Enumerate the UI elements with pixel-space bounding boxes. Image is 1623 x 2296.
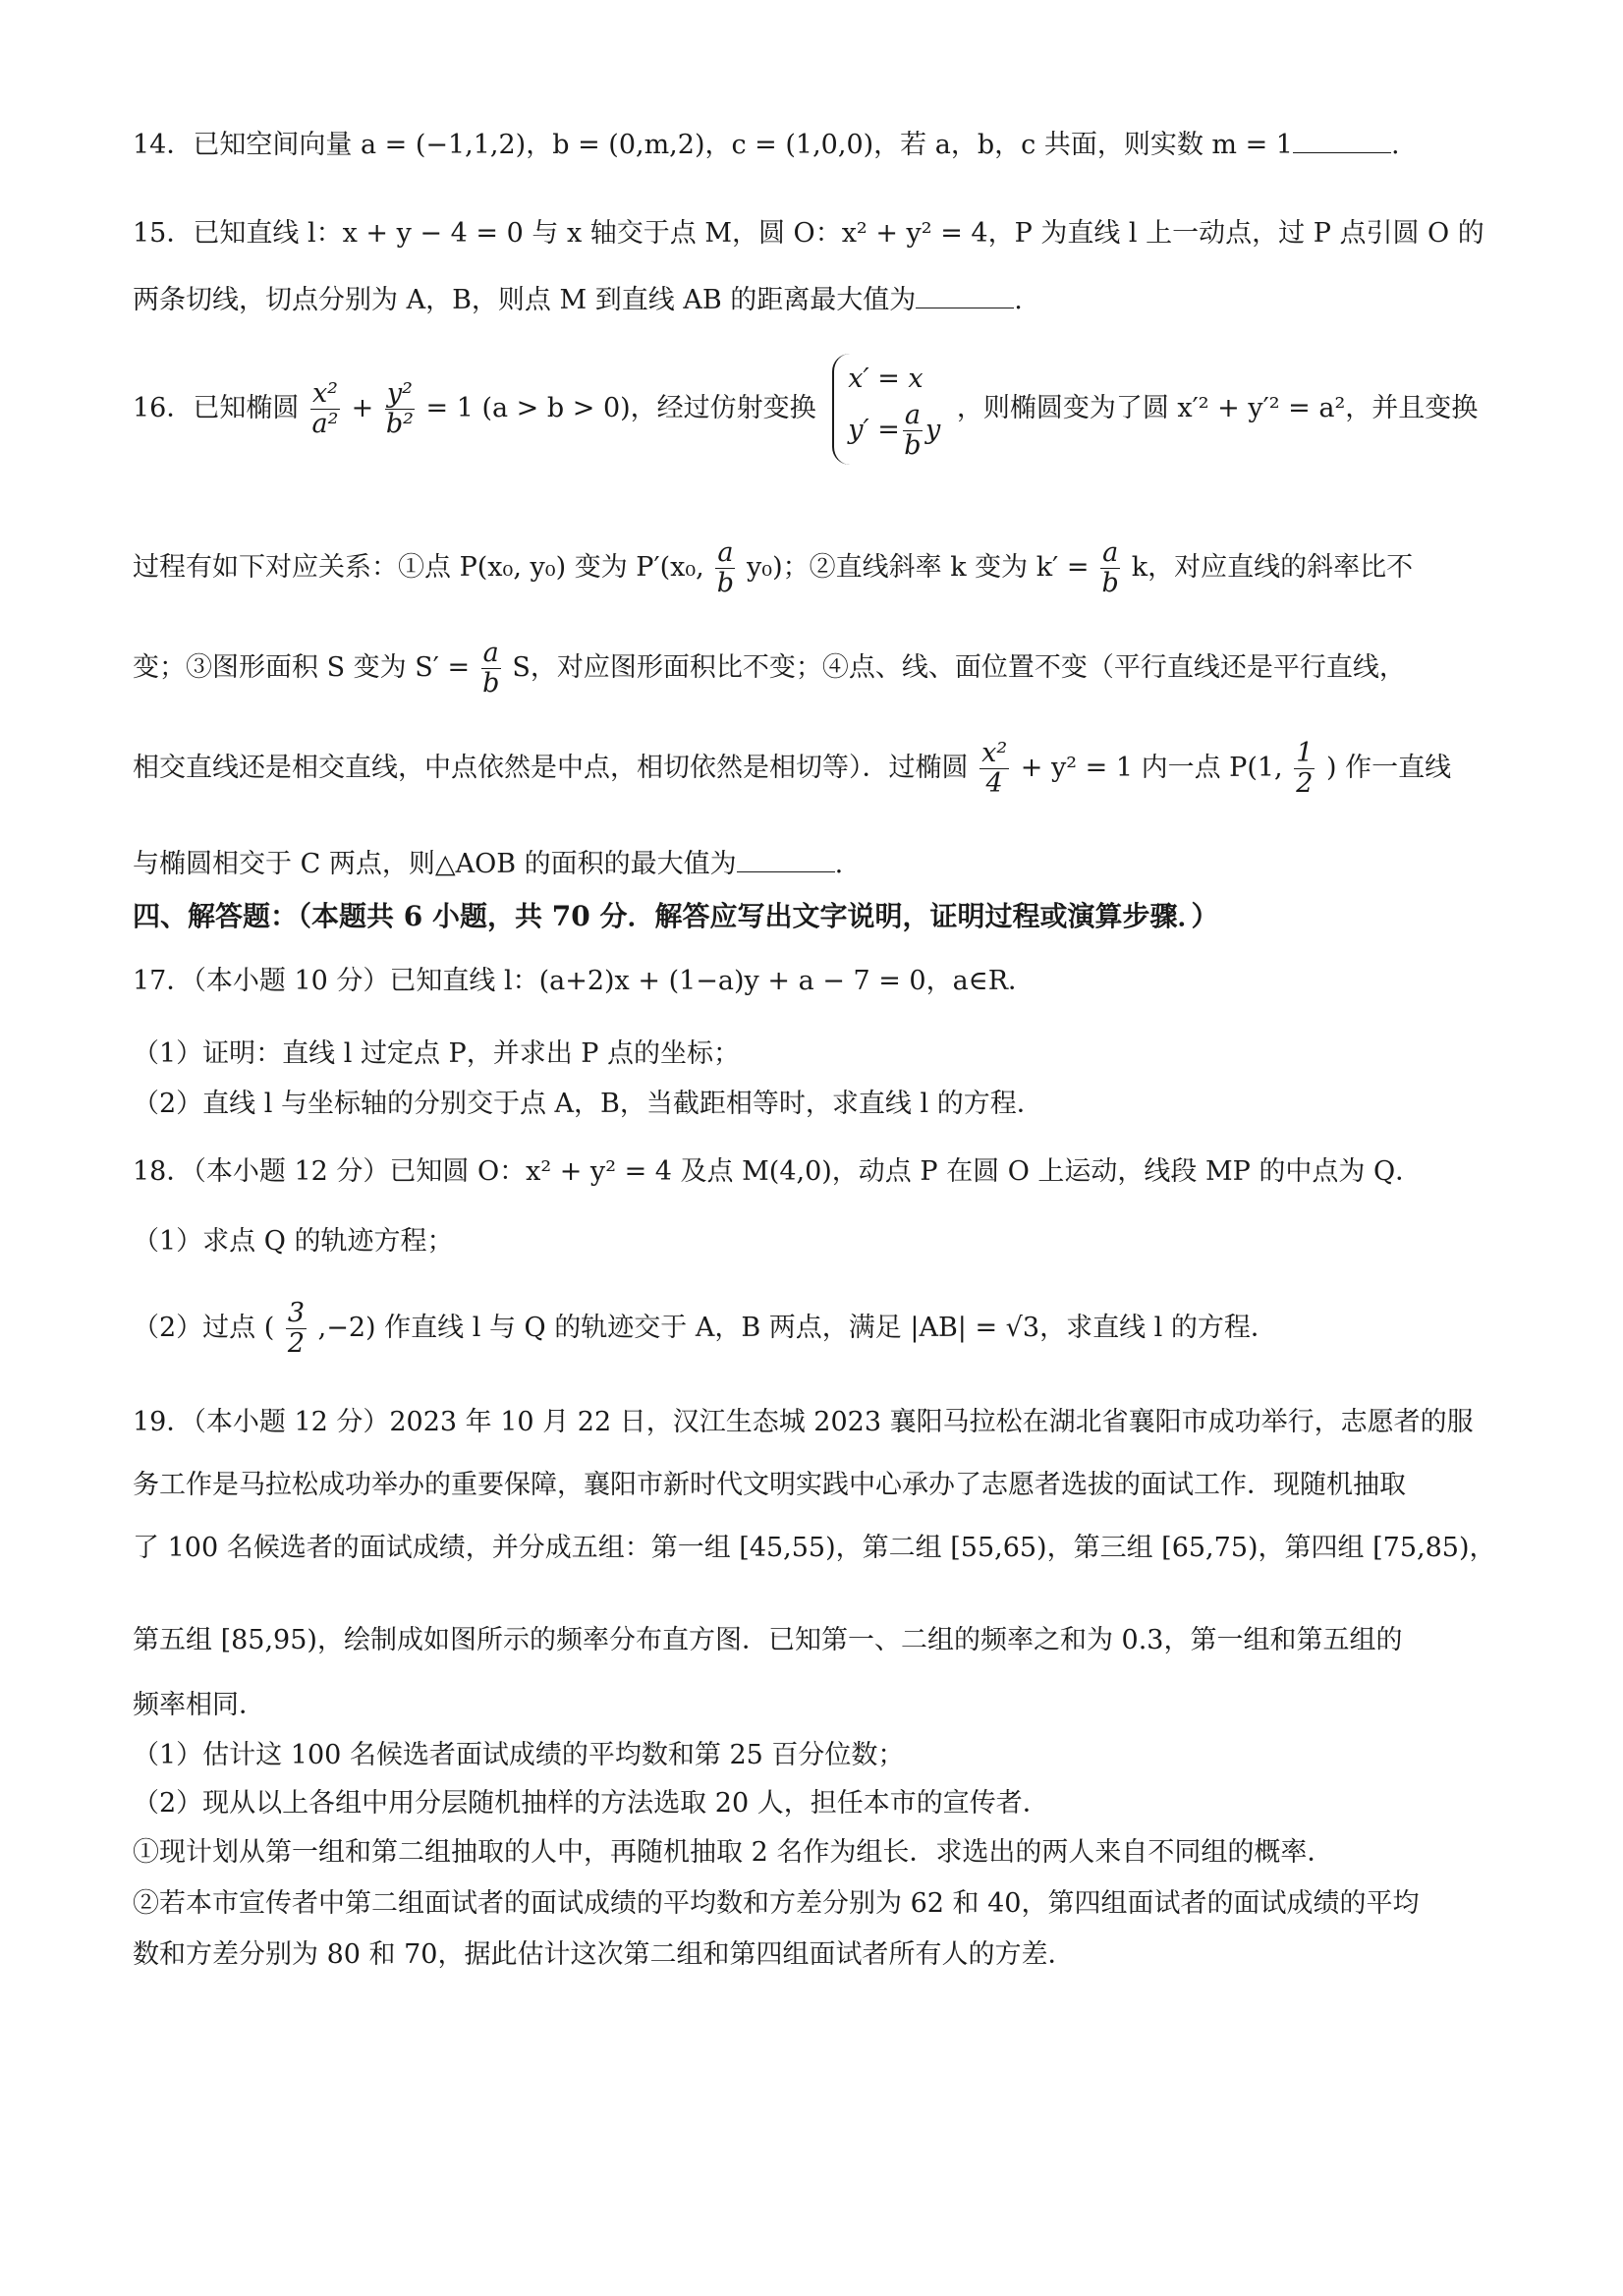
q18-p2b: ,−2) 作直线 l 与 Q 的轨迹交于 A，B 两点，满足 |AB| = √3，求直线 l 的方程． — [317, 1313, 1277, 1343]
fraction-a-b — [1100, 538, 1120, 598]
question-19-part2: （2）现从以上各组中用分层随机抽样的方法选取 20 人，担任本市的宣传者． — [133, 1788, 1049, 1819]
q16-l2c: k，对应直线的斜率比不 — [1131, 552, 1414, 583]
question-15-line1: 15．已知直线 l：x + y − 4 = 0 与 x 轴交于点 M，圆 O：x² + y² = 4，P 为直线 l 上一动点，过 P 点引圆 O 的 — [133, 218, 1484, 249]
frac-num: x² — [311, 378, 339, 409]
system-eq2 — [848, 401, 940, 461]
question-19-line5: 频率相同． — [133, 1690, 265, 1720]
q16-after: ，则椭圆变为了圆 x′² + y′² = a²，并且变换 — [956, 393, 1479, 423]
frac-num: x² — [981, 738, 1008, 768]
frac-num: a — [717, 537, 734, 568]
frac-num: a — [904, 400, 921, 430]
question-16-line5 — [133, 845, 843, 884]
q16-l4b: + y² = 1 内一点 P(1, — [1020, 753, 1283, 783]
question-16-line2 — [133, 529, 1413, 607]
q15-answer-blank — [916, 286, 1014, 308]
frac-den: b — [716, 568, 735, 598]
q14-answer-blank — [1293, 131, 1391, 153]
q16-start: 16．已知椭圆 — [133, 393, 300, 423]
question-19-line3: 了 100 名候选者的面试成绩，并分成五组：第一组 [45,55)，第二组 [55,65)，第三组 [65,75)，第四组 [75,85)， — [133, 1533, 1496, 1563]
sys2-rhs: y — [924, 415, 941, 445]
frac-den: b² — [385, 409, 414, 439]
question-19-line4: 第五组 [85,95)，绘制成如图所示的频率分布直方图．已知第一、二组的频率之和为 0.3，第一组和第五组的 — [133, 1625, 1403, 1655]
sys2-lhs: y′ = — [848, 415, 900, 445]
frac-den: b — [1101, 568, 1119, 598]
question-19-line2: 务工作是马拉松成功举办的重要保障，襄阳市新时代文明实践中心承办了志愿者选拔的面试工作．现随机抽取 — [133, 1470, 1406, 1500]
frac-num: a — [482, 638, 499, 668]
frac-den: 2 — [287, 1328, 306, 1359]
plus-sign: + — [351, 393, 374, 423]
affine-transform-system — [832, 354, 940, 465]
q16-line5-text: 与椭圆相交于 C 两点，则△AOB 的面积的最大值为 — [133, 849, 737, 879]
fraction-x2-4 — [979, 739, 1009, 799]
frac-den: 4 — [985, 768, 1003, 799]
question-19-sub2-line1: ②若本市宣传者中第二组面试者的面试成绩的平均数和方差分别为 62 和 40，第四组面试者的面试成绩的平均 — [133, 1888, 1420, 1919]
q16-l4c: ) 作一直线 — [1326, 753, 1452, 783]
q16-l2b: y₀)；②直线斜率 k 变为 k′ = — [747, 552, 1090, 583]
fraction-x2-a2 — [310, 379, 340, 439]
frac-num: a — [1102, 537, 1119, 568]
q16-l3a: 变；③图形面积 S 变为 S′ = — [133, 652, 471, 683]
q16-condition: = 1 (a > b > 0)，经过仿射变换 — [425, 393, 816, 423]
q16-l3b: S，对应图形面积比不变；④点、线、面位置不变（平行直线还是平行直线， — [512, 652, 1406, 683]
section-4-heading: 四、解答题：（本题共 6 小题，共 70 分．解答应写出文字说明，证明过程或演算步骤．） — [133, 900, 1219, 932]
fraction-a-b — [715, 538, 735, 598]
q14-tail: . — [1390, 130, 1400, 160]
question-16-line1 — [133, 354, 1478, 465]
question-17-head: 17．（本小题 10 分）已知直线 l：(a+2)x + (1−a)y + a − 7 = 0，a∈R． — [133, 966, 1035, 996]
fraction-a-b — [903, 401, 923, 461]
question-19-sub1: ①现计划从第一组和第二组抽取的人中，再随机抽取 2 名作为组长．求选出的两人来自不同组的概率． — [133, 1837, 1334, 1868]
question-15-line2 — [133, 281, 1023, 320]
question-16-line4 — [133, 729, 1451, 808]
frac-num: 1 — [1296, 738, 1314, 768]
q16-answer-blank — [737, 850, 835, 872]
fraction-a-b — [481, 639, 501, 699]
question-19-sub2-line2: 数和方差分别为 80 和 70，据此估计这次第二组和第四组面试者所有人的方差． — [133, 1939, 1075, 1970]
question-17-part2: （2）直线 l 与坐标轴的分别交于点 A，B，当截距相等时，求直线 l 的方程． — [133, 1089, 1043, 1119]
q18-p2a: （2）过点 ( — [133, 1313, 275, 1343]
question-16-line3 — [133, 629, 1406, 707]
question-14 — [133, 126, 1400, 165]
q16-tail: . — [834, 849, 844, 879]
question-18-head: 18．（本小题 12 分）已知圆 O：x² + y² = 4 及点 M(4,0)，动点 P 在圆 O 上运动，线段 MP 的中点为 Q． — [133, 1156, 1423, 1187]
q16-l4a: 相交直线还是相交直线，中点依然是中点，相切依然是相切等）．过椭圆 — [133, 753, 969, 783]
fraction-3-2 — [286, 1299, 307, 1359]
question-19-line1: 19．（本小题 12 分）2023 年 10 月 22 日，汉江生态城 2023 襄阳马拉松在湖北省襄阳市成功举行，志愿者的服 — [133, 1407, 1474, 1437]
fraction-1-2 — [1294, 739, 1315, 799]
question-18-part1: （1）求点 Q 的轨迹方程； — [133, 1226, 454, 1257]
question-18-part2 — [133, 1289, 1277, 1368]
system-eq1: x′ = x — [848, 364, 923, 394]
q15-tail: . — [1014, 285, 1023, 315]
q15-line2-text: 两条切线，切点分别为 A，B，则点 M 到直线 AB 的距离最大值为 — [133, 285, 917, 315]
q16-l2a: 过程有如下对应关系：①点 P(x₀, y₀) 变为 P′(x₀, — [133, 552, 704, 583]
question-17-part1: （1）证明：直线 l 过定点 P，并求出 P 点的坐标； — [133, 1038, 741, 1069]
frac-den: a² — [311, 409, 339, 439]
frac-num: 3 — [287, 1298, 306, 1328]
q14-text: 14．已知空间向量 a = (−1,1,2)，b = (0,m,2)，c = (1,0,0)，若 a，b，c 共面，则实数 m = 1 — [133, 130, 1293, 160]
frac-den: b — [904, 430, 922, 461]
frac-den: 2 — [1296, 768, 1314, 799]
question-19-part1: （1）估计这 100 名候选者面试成绩的平均数和第 25 百分位数； — [133, 1740, 905, 1770]
fraction-y2-b2 — [385, 379, 415, 439]
frac-den: b — [482, 668, 500, 699]
frac-num: y² — [386, 378, 413, 409]
